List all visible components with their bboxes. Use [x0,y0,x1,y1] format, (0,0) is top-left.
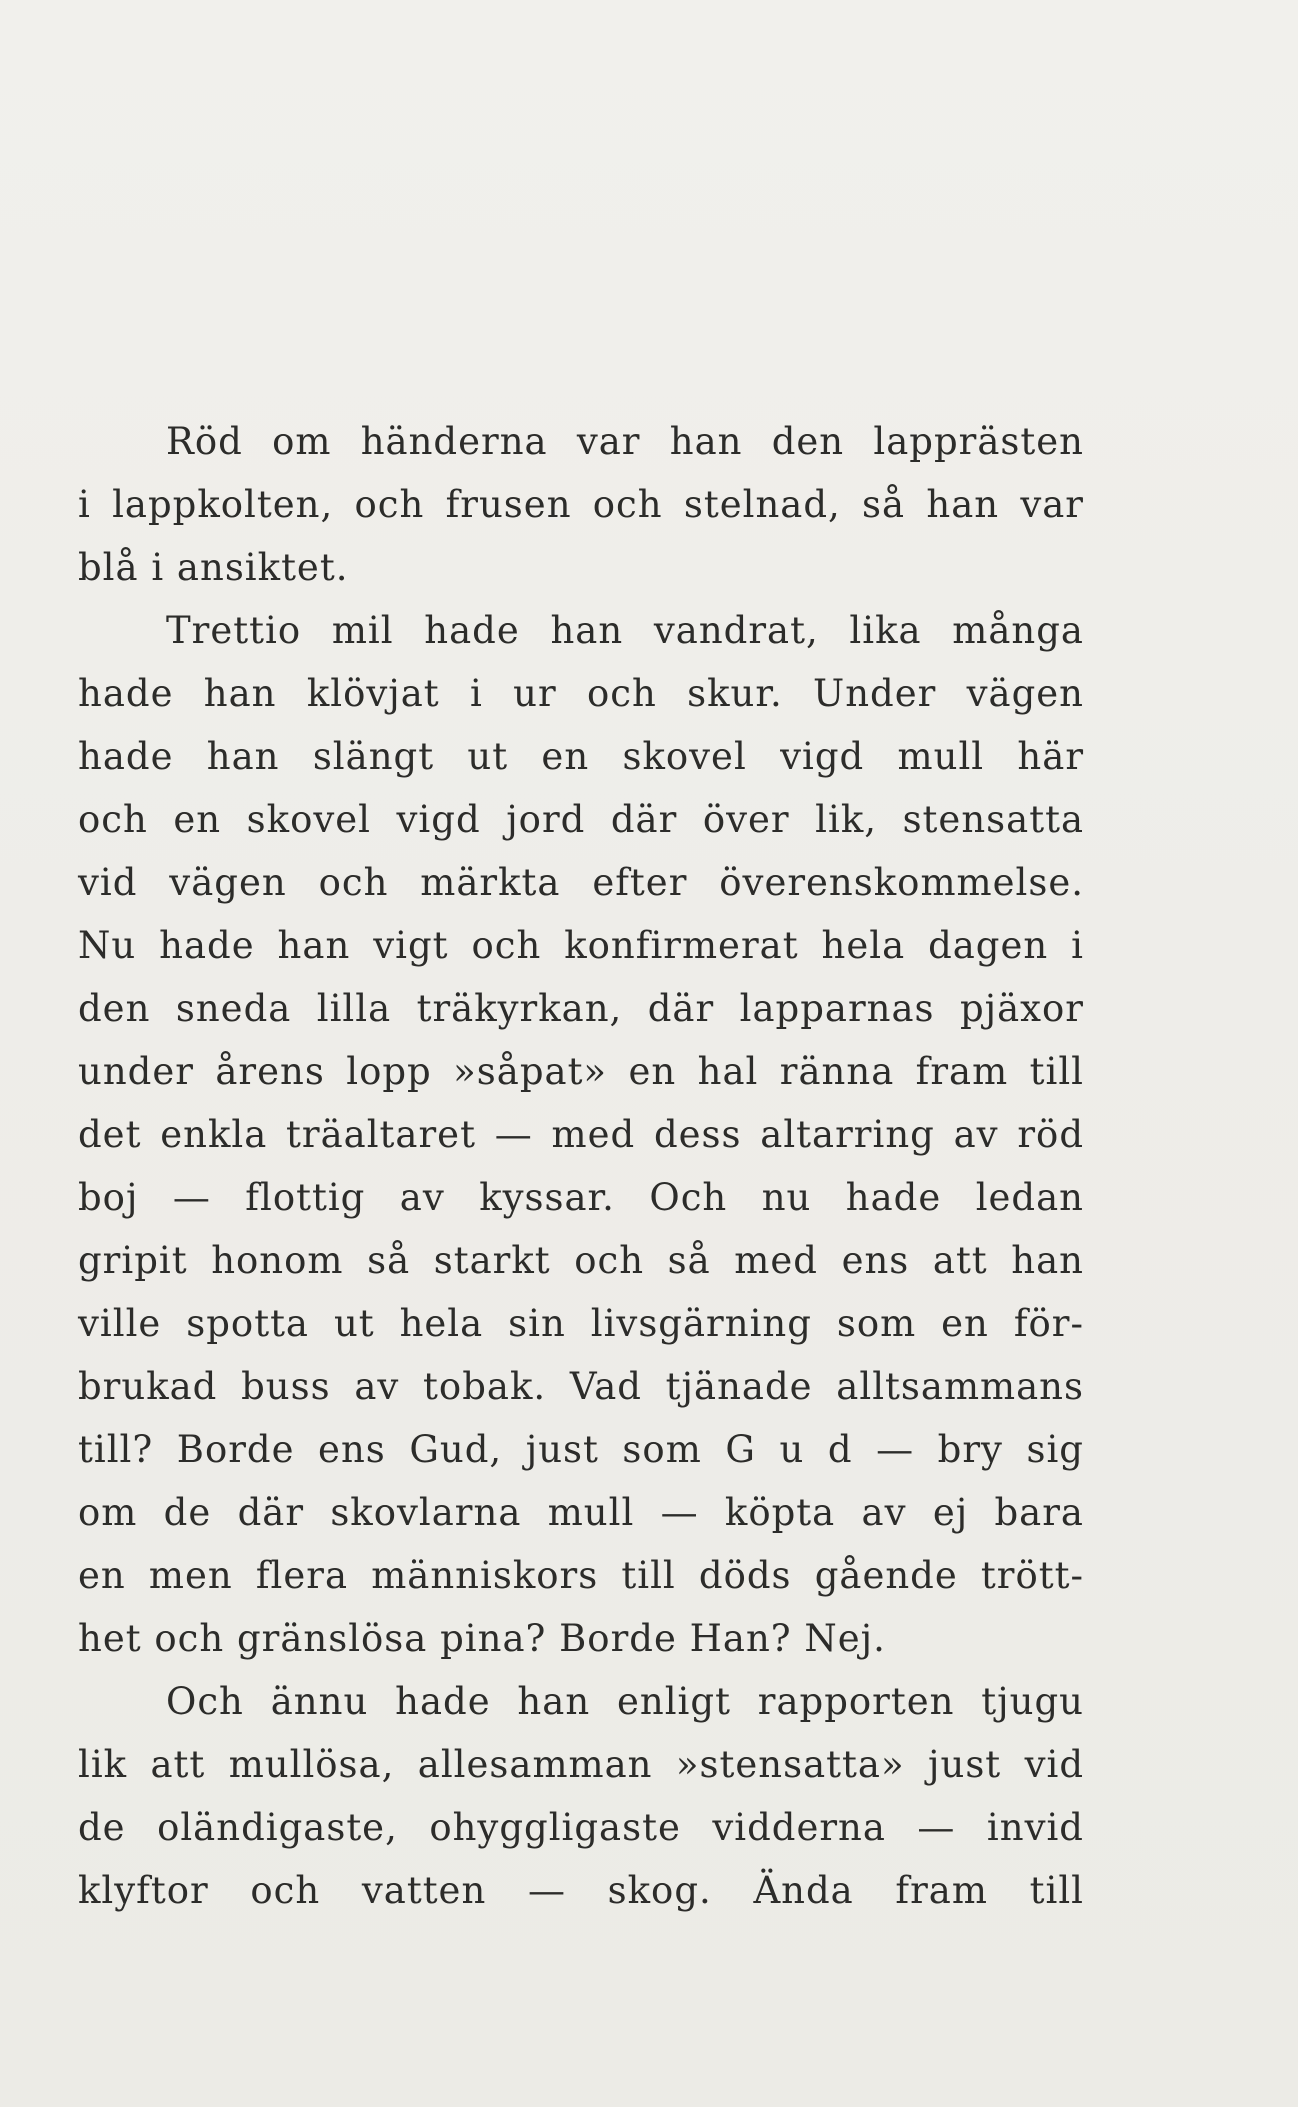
body-text [78,410,1084,1922]
text-line: vid vägen och märkta efter överenskommelse. [78,861,1084,904]
text-line: het och gränslösa pina? Borde Han? Nej. [78,1617,886,1660]
text-line: Nu hade han vigt och konfirmerat hela dagen i [78,924,1084,967]
text-line: de oländigaste, ohyggligaste vidderna — invid [78,1806,1084,1849]
text-line: om de där skovlarna mull — köpta av ej bara [78,1491,1084,1534]
text-line: det enkla träaltaret — med dess altarring av röd [78,1113,1084,1156]
text-line: brukad buss av tobak. Vad tjänade alltsammans [78,1365,1084,1408]
text-line: Trettio mil hade han vandrat, lika många [166,609,1084,652]
text-line: en men flera människors till döds gående trött- [78,1554,1084,1597]
text-line: gripit honom så starkt och så med ens att han [78,1239,1084,1282]
text-line: blå i ansiktet. [78,546,349,589]
text-line: klyftor och vatten — skog. Ända fram till [78,1869,1084,1912]
text-line: boj — flottig av kyssar. Och nu hade ledan [78,1176,1084,1219]
text-line: ville spotta ut hela sin livsgärning som en för- [78,1302,1084,1345]
text-line: till? Borde ens Gud, just som G u d — bry sig [78,1428,1084,1471]
text-line: Och ännu hade han enligt rapporten tjugu [166,1680,1084,1723]
text-line: hade han slängt ut en skovel vigd mull här [78,735,1084,778]
text-line: hade han klövjat i ur och skur. Under vägen [78,672,1084,715]
text-line: och en skovel vigd jord där över lik, stensatta [78,798,1084,841]
text-line: Röd om händerna var han den lapprästen [166,420,1084,463]
text-line: i lappkolten, och frusen och stelnad, så han var [78,483,1084,526]
text-line: under årens lopp »såpat» en hal ränna fram till [78,1050,1084,1093]
text-line: den sneda lilla träkyrkan, där lapparnas pjäxor [78,987,1084,1030]
text-line: lik att mullösa, allesamman »stensatta» just vid [78,1743,1084,1786]
